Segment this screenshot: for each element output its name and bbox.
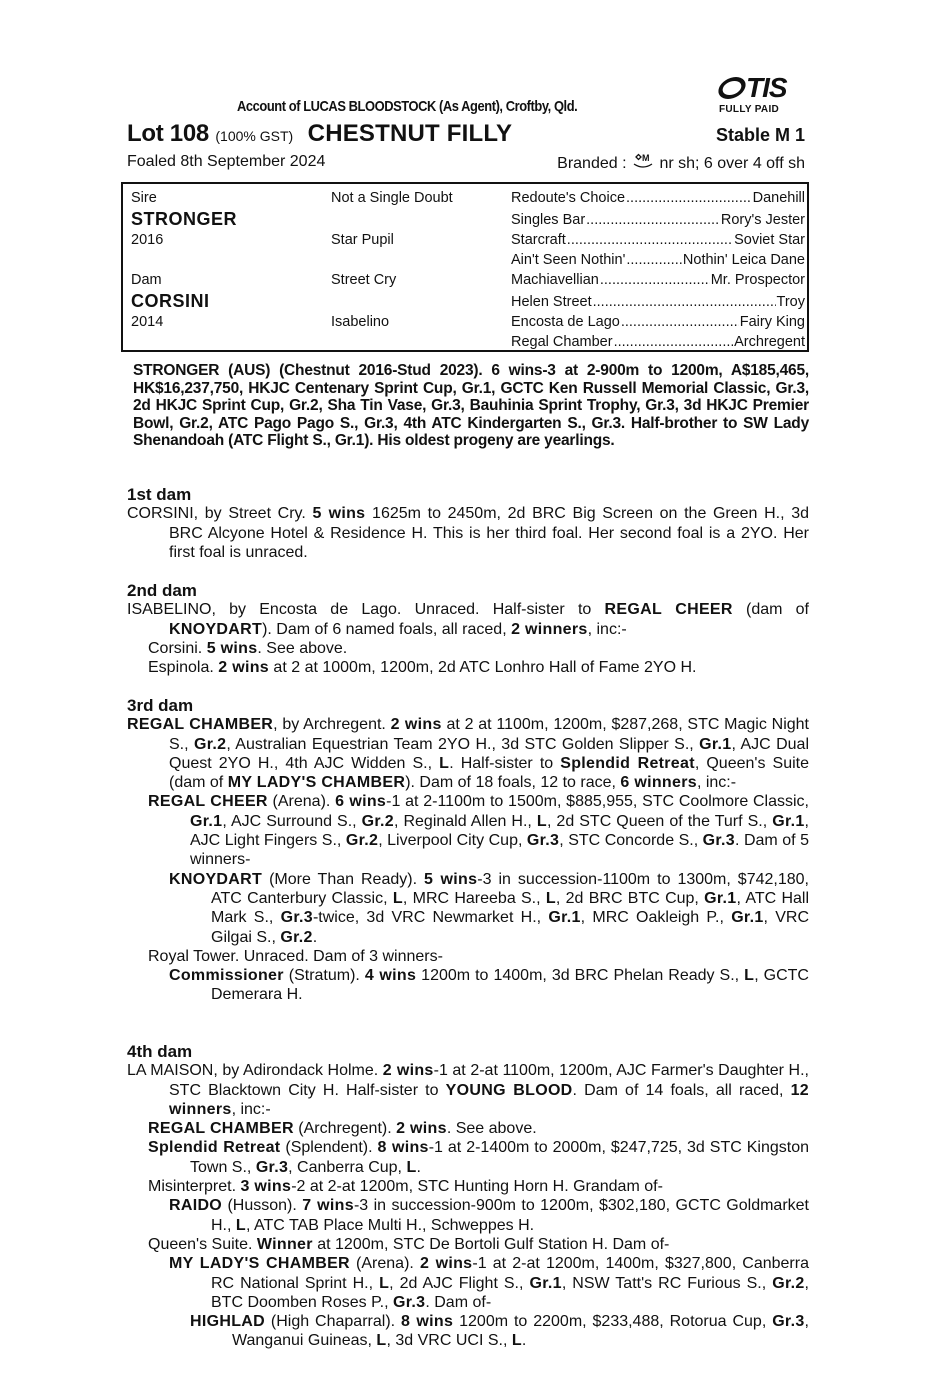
branded-text: nr sh; 6 over 4 off sh bbox=[659, 155, 805, 172]
text: . See above. bbox=[257, 639, 348, 657]
stable-location: Stable M 1 bbox=[715, 125, 805, 145]
great-grandparent-row: Singles Bar ..... Rory's Jester bbox=[511, 212, 805, 228]
dam-name: CORSINI bbox=[131, 291, 210, 311]
text: , Canberra Cup, bbox=[288, 1158, 407, 1176]
bold-text: Gr.1 bbox=[190, 812, 223, 830]
sire-name: STRONGER bbox=[131, 209, 238, 229]
pedigree-entry bbox=[127, 600, 809, 639]
pedigree-entry bbox=[127, 792, 809, 869]
brand-mark-icon bbox=[633, 153, 653, 169]
text: at 2 at 1100m, 1200m, $287,268, STC Magic Night S., bbox=[169, 716, 809, 753]
text: , 2d AJC Flight S., bbox=[389, 1274, 530, 1292]
bold-text: 4 wins bbox=[364, 967, 417, 985]
grandsire-maternal: Street Cry bbox=[331, 272, 397, 288]
section-body bbox=[127, 504, 809, 562]
sire-label: Sire bbox=[131, 190, 157, 206]
great-grandparent-row: Redoute's Choice ..... Danehill bbox=[511, 190, 805, 206]
bold-text: REGAL CHEER bbox=[604, 601, 733, 619]
pedigree-entry bbox=[127, 1177, 809, 1196]
bold-text: Gr.1 bbox=[548, 909, 581, 927]
text: -1 at 2-at 1100m, 1200m, AJC Farmer's Daughter H., STC Blacktown City H. Half-sister to bbox=[169, 1062, 810, 1099]
pedigree-entry bbox=[127, 1312, 809, 1351]
vendor-account: Account of LUCAS BLOODSTOCK (As Agent), Croftby, Qld. bbox=[237, 98, 578, 115]
lot-number: Lot 108 bbox=[127, 120, 209, 147]
text: -2 at 2-at 1200m, STC Hunting Horn H. Grandam of- bbox=[291, 1178, 663, 1196]
great-grandparent-row: Ain't Seen Nothin' ..... Nothin' Leica Dane bbox=[511, 252, 805, 268]
pedigree-entry bbox=[127, 1138, 809, 1177]
great-grandparent-row: Helen Street ..... Troy bbox=[511, 294, 805, 310]
bold-text: 2 wins bbox=[419, 1255, 473, 1273]
pedigree-entry bbox=[127, 1254, 809, 1312]
bold-text: Gr.3 bbox=[702, 832, 735, 850]
bold-text: L bbox=[379, 1274, 390, 1292]
bold-text: L bbox=[744, 967, 755, 985]
text: , Queen's Suite (dam of bbox=[169, 754, 809, 792]
bold-text: 6 wins bbox=[335, 793, 387, 811]
text: , 2d BRC BTC Cup, bbox=[555, 889, 705, 907]
text: Misinterpret. bbox=[148, 1178, 241, 1196]
pedigree-entry bbox=[127, 1061, 809, 1119]
bold-text: 2 wins bbox=[218, 659, 269, 677]
pedigree-entry bbox=[127, 1119, 809, 1138]
text: , MRC Oakleigh P., bbox=[580, 909, 732, 927]
bold-text: Gr.1 bbox=[772, 812, 805, 830]
bold-text: YOUNG BLOOD bbox=[445, 1081, 573, 1099]
text: (High Chaparral). bbox=[264, 1313, 402, 1331]
pedigree-entry bbox=[127, 947, 809, 966]
text: -twice, 3d VRC Newmarket H., bbox=[312, 909, 549, 927]
text: (Splendent). bbox=[280, 1139, 378, 1157]
branded-info bbox=[557, 153, 805, 173]
bold-text: Gr.1 bbox=[699, 735, 732, 753]
text: -3 in succession-1100m to 1300m, $742,180, ATC Canterbury Classic, bbox=[211, 870, 809, 907]
section-title: 2nd dam bbox=[127, 581, 197, 600]
text: , inc:- bbox=[587, 620, 627, 638]
text: . Dam of 5 winners- bbox=[190, 832, 809, 869]
bold-text: Gr.2 bbox=[345, 832, 379, 850]
otis-logo bbox=[719, 74, 805, 120]
pedigree-entry bbox=[127, 1196, 809, 1235]
pedigree-entry bbox=[127, 715, 809, 792]
bold-text: L bbox=[235, 1216, 246, 1234]
lot-description: CHESTNUT FILLY bbox=[307, 120, 513, 147]
pedigree-entry bbox=[127, 966, 809, 1005]
text: Corsini. bbox=[148, 639, 207, 657]
text: CORSINI, by Street Cry. bbox=[127, 505, 313, 523]
text: 1200m to 2200m, $233,488, Rotorua Cup, bbox=[453, 1313, 773, 1331]
foaled-date: Foaled 8th September 2024 bbox=[127, 153, 326, 170]
bold-text: Gr.1 bbox=[529, 1274, 562, 1292]
bold-text: 5 wins bbox=[206, 639, 258, 657]
bold-text: Gr.1 bbox=[731, 909, 764, 927]
bold-text: 12 winners bbox=[169, 1081, 810, 1118]
pedigree-entry bbox=[127, 639, 809, 658]
text: . Dam of 14 foals, all raced, bbox=[572, 1081, 791, 1099]
text: LA MAISON, by Adirondack Holme. bbox=[127, 1062, 383, 1080]
pedigree-entry bbox=[127, 1235, 809, 1254]
bold-text: Splendid Retreat bbox=[560, 754, 695, 772]
section-1st-dam bbox=[127, 485, 809, 562]
great-grandparent-row: Encosta de Lago ..... Fairy King bbox=[511, 314, 805, 330]
pedigree-entry bbox=[127, 658, 809, 677]
bold-text: 5 wins bbox=[424, 870, 478, 888]
bold-text: MY LADY'S CHAMBER bbox=[227, 774, 406, 792]
text: . bbox=[521, 1332, 527, 1350]
text: (Arena). bbox=[267, 793, 336, 811]
text: (More Than Ready). bbox=[262, 870, 425, 888]
section-2nd-dam bbox=[127, 581, 809, 677]
bold-text: L bbox=[545, 889, 556, 907]
text: 1200m to 1400m, 3d BRC Phelan Ready S., bbox=[416, 967, 745, 985]
text: , VRC Gilgai S., bbox=[211, 909, 810, 946]
great-grandparent-row: Regal Chamber ..... Archregent bbox=[511, 334, 805, 350]
text: 1625m to 2450m, 2d BRC Big Screen on the Green H., 3d BRC Alcyone Hotel & Residence H. This is her third foal. Her second foal is a 2YO. Her first foal is unraced. bbox=[169, 505, 810, 561]
text: -1 at 2-1100m to 1500m, $885,955, STC Coolmore Classic, bbox=[386, 793, 810, 811]
fully-paid-label: FULLY PAID bbox=[719, 104, 780, 115]
section-title: 4th dam bbox=[127, 1042, 193, 1061]
section-title: 3rd dam bbox=[127, 696, 194, 715]
section-4th-dam bbox=[127, 1042, 809, 1351]
text: , Wanganui Guineas, bbox=[232, 1313, 809, 1350]
text: ). Dam of 6 named foals, all raced, bbox=[262, 620, 512, 638]
text: ). Dam of 18 foals, 12 to race, bbox=[405, 774, 621, 792]
text: (Husson). bbox=[222, 1197, 303, 1215]
text: at 2 at 1000m, 1200m, 2d ATC Lonhro Hall of Fame 2YO H. bbox=[268, 659, 697, 677]
text: , NSW Tatt's RC Furious S., bbox=[561, 1274, 773, 1292]
bold-text: KNOYDART bbox=[169, 870, 263, 888]
text: (Arena). bbox=[349, 1255, 420, 1273]
text: . Half-sister to bbox=[449, 754, 561, 772]
great-grandparent-row: Starcraft ..... Soviet Star bbox=[511, 232, 805, 248]
text: . Dam of- bbox=[425, 1293, 492, 1311]
lot-line bbox=[127, 120, 807, 150]
bold-text: 2 wins bbox=[390, 716, 442, 734]
pedigree-entry bbox=[127, 870, 809, 947]
bold-text: Gr.3 bbox=[526, 832, 560, 850]
text: , BTC Doomben Roses P., bbox=[211, 1274, 809, 1311]
text: . bbox=[416, 1158, 421, 1176]
text: , ATC Hall Mark S., bbox=[211, 889, 809, 927]
bold-text: 2 wins bbox=[382, 1062, 434, 1080]
text: , ATC TAB Place Multi H., Schweppes H. bbox=[245, 1216, 535, 1234]
bold-text: 7 wins bbox=[302, 1197, 354, 1215]
text: , GCTC Demerara H. bbox=[211, 967, 809, 1004]
text: Royal Tower. Unraced. Dam of 3 winners- bbox=[148, 947, 443, 965]
bold-text: L bbox=[439, 754, 450, 772]
text: . bbox=[312, 928, 318, 946]
bold-text: L bbox=[536, 812, 547, 830]
bold-text: Gr.3 bbox=[393, 1293, 426, 1311]
bold-text: MY LADY'S CHAMBER bbox=[169, 1255, 350, 1273]
bold-text: Winner bbox=[256, 1235, 313, 1253]
bold-text: Gr.2 bbox=[361, 812, 394, 830]
text: , Liverpool City Cup, bbox=[378, 832, 527, 850]
text: , by Archregent. bbox=[273, 716, 391, 734]
bold-text: 8 wins bbox=[377, 1139, 429, 1157]
bold-text: REGAL CHAMBER bbox=[127, 716, 274, 734]
bold-text: 2 winners bbox=[511, 620, 588, 638]
bold-text: 6 winners bbox=[620, 774, 697, 792]
text: Queen's Suite. bbox=[148, 1235, 257, 1253]
dam-year: 2014 bbox=[131, 314, 164, 330]
svg-text:M: M bbox=[641, 153, 650, 163]
bold-text: L bbox=[392, 889, 403, 907]
bold-text: RAIDO bbox=[169, 1197, 223, 1215]
bold-text: L bbox=[511, 1332, 522, 1350]
text: -3 in succession-900m to 1200m, $302,180, GCTC Goldmarket H., bbox=[211, 1197, 809, 1234]
bold-text: KNOYDART bbox=[169, 620, 263, 638]
great-grandparent-row: Machiavellian ..... Mr. Prospector bbox=[511, 272, 805, 288]
text: (Archregent). bbox=[293, 1120, 397, 1138]
text: , AJC Light Fingers S., bbox=[190, 812, 809, 850]
bold-text: 5 wins bbox=[312, 505, 366, 523]
pedigree-entry bbox=[127, 504, 809, 562]
bold-text: 2 wins bbox=[396, 1120, 447, 1138]
pedigree-table bbox=[121, 182, 809, 352]
gst-note: (100% GST) bbox=[215, 128, 294, 144]
grandsire-paternal: Not a Single Doubt bbox=[331, 190, 453, 206]
section-body bbox=[127, 715, 809, 1004]
text: ISABELINO, by Encosta de Lago. Unraced. Half-sister to bbox=[127, 601, 605, 619]
sire-summary: STRONGER (AUS) (Chestnut 2016-Stud 2023). 6 wins-3 at 2-900m to 1200m, A$185,465, HK$16,237,750, HKJC Centenary Sprint Cup, Gr.1, GCTC Ken Russell Memorial Classic, Gr.3, 2d HKJC Sprint Cup, Gr.2, Sha Tin Vase, Gr.3, Bauhinia Sprint Trophy, Gr.3, 3d HKJC Premier Bowl, Gr.2, ATC Pago Pago S., Gr.3, 4th ATC Kindergarten S., Gr.3. Half-brother to SW Lady Shenandoah (ATC Flight S., Gr.1). His oldest progeny are yearlings. bbox=[133, 362, 809, 450]
bold-text: Splendid Retreat bbox=[148, 1139, 281, 1157]
section-3rd-dam bbox=[127, 696, 809, 1005]
section-body bbox=[127, 600, 809, 677]
bold-text: Gr.2 bbox=[193, 735, 227, 753]
section-body bbox=[127, 1061, 809, 1350]
text: , Australian Equestrian Team 2YO H., 3d STC Golden Slipper S., bbox=[226, 735, 700, 753]
text: -1 at 2-at 1200m, 1400m, $327,800, Canberra RC National Sprint H., bbox=[211, 1255, 809, 1292]
text: , 3d VRC UCI S., bbox=[386, 1332, 512, 1350]
text: , MRC Hareeba S., bbox=[402, 889, 546, 907]
section-title: 1st dam bbox=[127, 485, 192, 504]
bold-text: Gr.2 bbox=[280, 928, 313, 946]
text: -1 at 2-1400m to 2000m, $247,725, 3d STC Kingston Town S., bbox=[190, 1139, 809, 1176]
text: (Stratum). bbox=[283, 967, 365, 985]
bold-text: Gr.1 bbox=[704, 889, 737, 907]
branded-label: Branded : bbox=[557, 155, 627, 172]
text: . See above. bbox=[446, 1120, 537, 1138]
otis-wordmark: TIS bbox=[719, 74, 787, 102]
bold-text: L bbox=[376, 1332, 387, 1350]
otis-o-icon bbox=[715, 77, 749, 99]
text: , Reginald Allen H., bbox=[394, 812, 537, 830]
text: , inc:- bbox=[696, 774, 737, 792]
sire-year: 2016 bbox=[131, 232, 164, 248]
granddam-paternal: Star Pupil bbox=[331, 232, 394, 248]
bold-text: HIGHLAD bbox=[190, 1313, 265, 1331]
text: , 2d STC Queen of the Turf S., bbox=[546, 812, 773, 830]
text: Espinola. bbox=[148, 659, 219, 677]
bold-text: 8 wins bbox=[401, 1313, 454, 1331]
bold-text: Gr.3 bbox=[772, 1313, 805, 1331]
text: , STC Concorde S., bbox=[559, 832, 703, 850]
bold-text: REGAL CHAMBER bbox=[148, 1120, 294, 1138]
text: , AJC Surround S., bbox=[222, 812, 362, 830]
bold-text: Commissioner bbox=[169, 967, 284, 985]
bold-text: Gr.3 bbox=[255, 1158, 289, 1176]
bold-text: REGAL CHEER bbox=[148, 793, 268, 811]
text: , AJC Dual Quest 2YO H., 4th AJC Widden S., bbox=[169, 735, 810, 772]
bold-text: L bbox=[406, 1158, 417, 1176]
text: at 1200m, STC De Bortoli Gulf Station H. Dam of- bbox=[312, 1235, 670, 1253]
text: (dam of bbox=[732, 601, 810, 619]
granddam-maternal: Isabelino bbox=[331, 314, 390, 330]
text: , inc:- bbox=[231, 1100, 271, 1118]
dam-label: Dam bbox=[131, 272, 162, 288]
bold-text: 3 wins bbox=[240, 1178, 292, 1196]
bold-text: Gr.2 bbox=[772, 1274, 805, 1292]
bold-text: Gr.3 bbox=[280, 909, 313, 927]
